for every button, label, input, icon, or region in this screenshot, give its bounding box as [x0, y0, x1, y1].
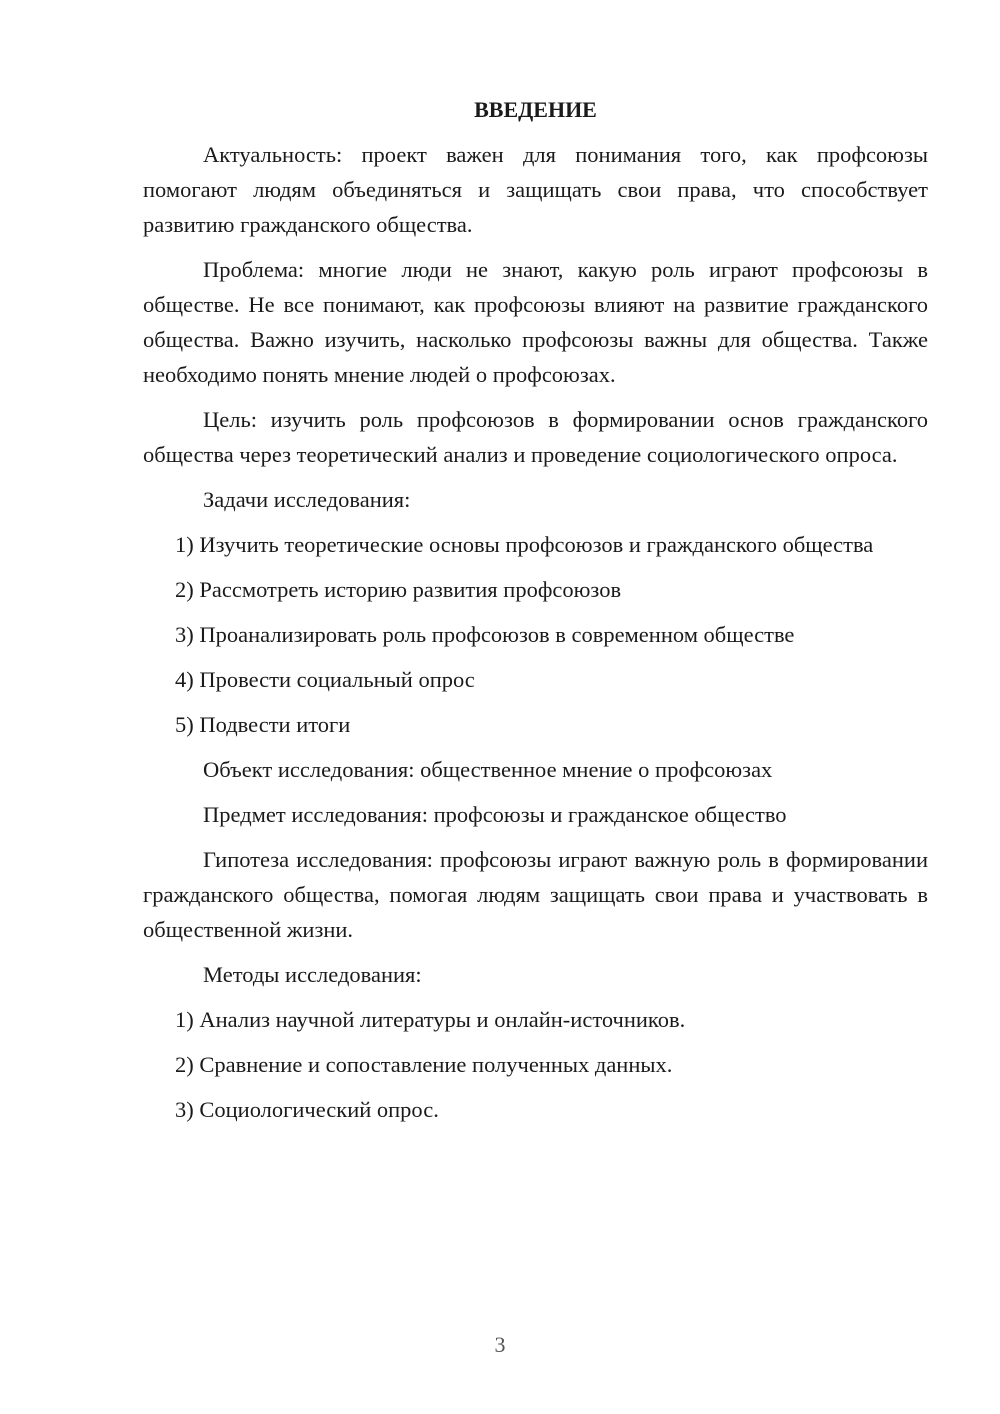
page-content	[143, 92, 928, 1137]
subject-paragraph: Предмет исследования: профсоюзы и гражданское общество	[203, 802, 787, 827]
object-paragraph: Объект исследования: общественное мнение о профсоюзах	[203, 757, 773, 782]
problem-paragraph: Проблема: многие люди не знают, какую роль играют профсоюзы в обществе. Не все понимают, как профсоюзы влияют на развитие гражданского общества. Важно изучить, насколько профсоюзы важны для общества. Также необходимо понять мнение людей о профсоюзах.	[143, 257, 928, 387]
goal-paragraph: Цель: изучить роль профсоюзов в формировании основ гражданского общества через теоретический анализ и проведение социологического опроса.	[143, 407, 928, 467]
method-item: 3) Социологический опрос.	[175, 1097, 439, 1122]
tasks-title: Задачи исследования:	[203, 487, 411, 512]
methods-title: Методы исследования:	[203, 962, 422, 987]
task-item: 2) Рассмотреть историю развития профсоюзов	[175, 577, 622, 602]
relevance-paragraph: Актуальность: проект важен для понимания того, как профсоюзы помогают людям объединяться и защищать свои права, что способствует развитию гражданского общества.	[143, 142, 928, 237]
hypothesis-paragraph: Гипотеза исследования: профсоюзы играют важную роль в формировании гражданского общества, помогая людям защищать свои права и участвовать в общественной жизни.	[143, 847, 928, 942]
task-item: 3) Проанализировать роль профсоюзов в современном обществе	[175, 622, 795, 647]
tasks-list	[143, 527, 928, 742]
methods-list	[143, 1002, 928, 1127]
method-item: 2) Сравнение и сопоставление полученных данных.	[175, 1052, 673, 1077]
task-item: 5) Подвести итоги	[175, 712, 351, 737]
section-heading: ВВЕДЕНИЕ	[474, 97, 597, 122]
method-item: 1) Анализ научной литературы и онлайн-источников.	[175, 1007, 686, 1032]
task-item: 1) Изучить теоретические основы профсоюзов и гражданского общества	[175, 532, 874, 557]
page-number: 3	[494, 1332, 506, 1357]
task-item: 4) Провести социальный опрос	[175, 667, 475, 692]
